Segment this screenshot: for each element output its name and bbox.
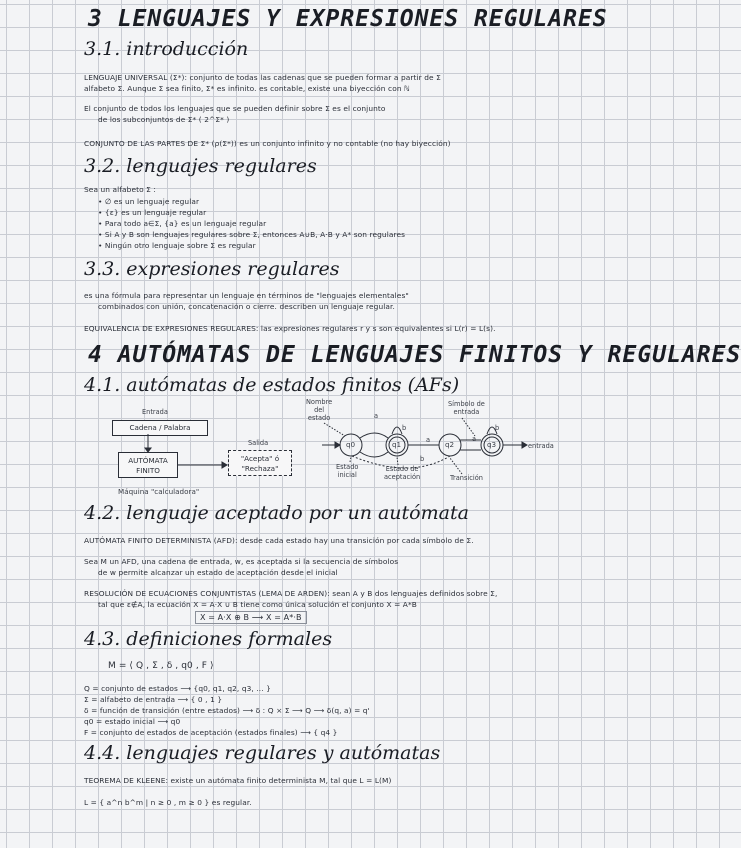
state-q0: q0 (346, 440, 356, 449)
s4-2-arden-box: X = A·X ⊕ B ⟶ X = A*·B (195, 611, 307, 624)
diagram-acepta-label: "Acepta" ó (240, 454, 280, 463)
s3-3-paragraph-2: EQUIVALENCIA DE EXPRESIONES REGULARES: las expresiones regulares r y s son equivalentes si L(r) = L(s). (84, 324, 496, 333)
transition-label-b-3: b (495, 424, 500, 432)
diagram-salida-label: Salida (248, 439, 269, 447)
section-3-2-title: 3.2. lenguajes regulares (84, 155, 317, 177)
diagram-simbolo-label: Símbolo de entrada (448, 400, 485, 416)
diagram-rechaza-label: "Rechaza" (241, 464, 279, 473)
diagram-estado-inicial-label: Estado inicial (336, 463, 359, 479)
s3-2-bullet-1: • ∅ es un lenguaje regular (98, 197, 200, 206)
diagram-cadena-label: Cadena / Palabra (129, 423, 191, 432)
s3-1-paragraph-3: CONJUNTO DE LAS PARTES DE Σ* (ρ(Σ*)) es un conjunto infinito y no contable (no hay biyección) (84, 139, 451, 148)
s3-2-bullet-4: • Si A y B son lenguajes regulares sobre Σ, entonces A∪B, A·B y A* son regulares (98, 230, 406, 239)
section-3-3-title: 3.3. expresiones regulares (84, 258, 340, 280)
diagram-automata-label-2: FINITO (136, 466, 160, 475)
diagram-cadena-box (112, 420, 208, 436)
s4-4-paragraph-1: TEOREMA DE KLEENE: existe un autómata finito determinista M, tal que L = L(M) (84, 776, 392, 785)
s3-1-paragraph-2a: El conjunto de todos los lenguajes que se pueden definir sobre Σ es el conjunto (84, 104, 386, 113)
s4-3-line-3: δ = función de transición (entre estados) ⟶ δ : Q × Σ ⟶ Q ⟶ δ(q, a) = q' (84, 706, 370, 715)
section-4-3-title: 4.3. definiciones formales (84, 628, 333, 650)
state-q1: q1 (392, 440, 402, 449)
self-loop-q1 (392, 427, 402, 434)
s3-1-paragraph-1b: alfabeto Σ. Aunque Σ sea finito, Σ* es infinito. es contable, existe una biyección con ℕ (84, 84, 411, 93)
s4-3-line-2: Σ = alfabeto de entrada ⟶ { 0 , 1 } (84, 695, 223, 704)
transition-label-b-1: b (420, 455, 425, 463)
s4-2-paragraph-3a: RESOLUCIÓN DE ECUACIONES CONJUNTISTAS (LEMA DE ARDEN): sean A y B dos lenguajes definidos sobre Σ, (84, 589, 498, 598)
s3-1-paragraph-2b: de los subconjuntos de Σ* ( 2^Σ* ) (98, 115, 230, 124)
s4-4-paragraph-2: L = { a^n b^m | n ≥ 0 , m ≥ 0 } es regular. (84, 798, 252, 807)
s3-2-bullet-5: • Ningún otro lenguaje sobre Σ es regular (98, 241, 256, 250)
s3-2-bullet-3: • Para todo a∈Σ, {a} es un lenguaje regular (98, 219, 267, 228)
diagram-entrada-arrow-label: entrada (528, 442, 554, 450)
s3-1-paragraph-1a: LENGUAJE UNIVERSAL (Σ*): conjunto de todas las cadenas que se pueden formar a partir de Σ (84, 73, 441, 82)
diagram-estado-aceptacion-label: Estado de aceptación (384, 465, 421, 481)
diagram-transicion-label: Transición (450, 474, 483, 482)
transition-q0-q1 (360, 433, 388, 438)
section-3-title: 3 LENGUAJES Y EXPRESIONES REGULARES (88, 6, 608, 32)
s3-2-bullet-2: • {ε} es un lenguaje regular (98, 208, 207, 217)
section-4-4-title: 4.4. lenguajes regulares y autómatas (84, 742, 441, 764)
arrow-output-head (222, 462, 227, 468)
transition-label-a-3: a (472, 435, 477, 443)
transition-label-a-2: a (426, 436, 431, 444)
diagram-automata-label-1: AUTÓMATA (128, 456, 168, 465)
state-q2: q2 (445, 440, 455, 449)
s4-2-paragraph-2a: Sea M un AFD, una cadena de entrada, w, es aceptada si la secuencia de símbolos (84, 557, 399, 566)
s4-2-paragraph-3b: tal que ε∉A, la ecuación X = A·X ∪ B tiene como única solución el conjunto X = A*B (98, 600, 417, 609)
s4-3-line-5: F = conjunto de estados de aceptación (estados finales) ⟶ { q4 } (84, 728, 338, 737)
section-3-1-title: 3.1. introducción (84, 38, 249, 60)
transition-label-b-2: b (402, 424, 407, 432)
s3-3-paragraph-1b: combinados con unión, concatenación o cierre. describen un lenguaje regular. (98, 302, 395, 311)
diagram-salida-box (228, 450, 292, 476)
s4-3-line-4: q0 = estado inicial ⟶ q0 (84, 717, 181, 726)
s3-2-intro: Sea un alfabeto Σ : (84, 185, 156, 194)
section-4-title: 4 AUTÓMATAS DE LENGUAJES FINITOS Y REGULARES (88, 342, 741, 368)
s4-3-tuple: M = ⟨ Q , Σ , δ , q0 , F ⟩ (108, 661, 214, 671)
section-4-1-title: 4.1. autómatas de estados finitos (AFs) (84, 374, 460, 396)
transition-q1-q0 (360, 452, 388, 457)
s4-2-paragraph-1: AUTÓMATA FINITO DETERMINISTA (AFD): desde cada estado hay una transición por cada símbolo de Σ. (84, 536, 474, 545)
s4-3-line-1: Q = conjunto de estados ⟶ {q0, q1, q2, q3, ... } (84, 684, 271, 693)
state-q3: q3 (487, 440, 497, 449)
s4-2-paragraph-2b: de w permite alcanzar un estado de aceptación desde el inicial (98, 568, 338, 577)
diagram-entrada-label: Entrada (142, 408, 168, 416)
diagram-automata-box (118, 452, 178, 478)
diagram-maquina-label: Máquina "calculadora" (118, 487, 200, 496)
s3-3-paragraph-1a: es una fórmula para representar un lenguaje en términos de "lenguajes elementales" (84, 291, 409, 300)
transition-label-a-1: a (374, 412, 379, 420)
diagram-nombre-estado-label: Nombre del estado (306, 398, 333, 422)
section-4-2-title: 4.2. lenguaje aceptado por un autómata (84, 502, 469, 524)
